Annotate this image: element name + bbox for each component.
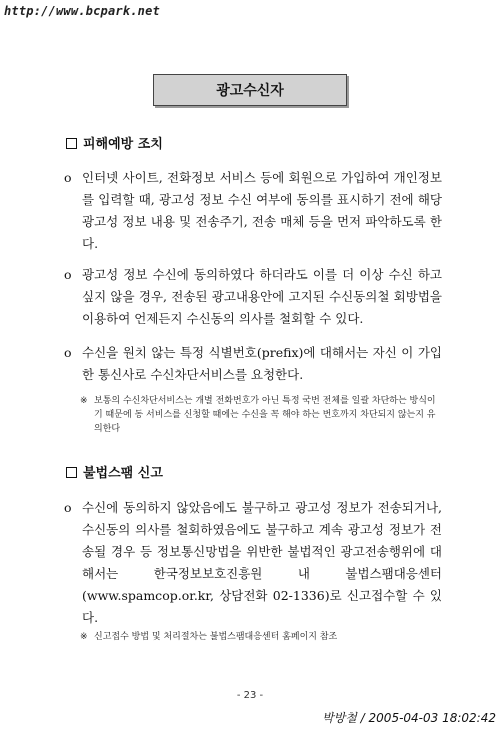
site-url: http://www.bcpark.net: [4, 4, 160, 18]
list-item-text: 인터넷 사이트, 전화정보 서비스 등에 회원으로 가입하여 개인정보를 입력할 때, 광고성 정보 수신 여부에 동의를 표시하기 전에 해당 광고성 정보 내용 및 전송주기, 전송 매체 등을 먼저 파악하도록 한다.: [82, 170, 442, 251]
note-marker: ※: [80, 396, 88, 406]
page-number: - 23 -: [236, 690, 264, 701]
section-heading-text: 피해예방 조치: [83, 137, 163, 152]
bullet-marker: o: [64, 170, 72, 185]
author-timestamp: 박방철 / 2005-04-03 18:02:42: [322, 711, 496, 725]
section-heading-spam-report: [66, 462, 163, 481]
note: [80, 394, 440, 436]
note-text: 보통의 수신차단서비스는 개별 전화번호가 아닌 특정 국번 전체를 일괄 차단하는 방식이기 때문에 동 서비스를 신청할 때에는 수신을 꼭 해야 하는 번호까지 차단되지 않는지 유의한다: [94, 396, 436, 434]
checkbox-square-icon: [66, 138, 77, 149]
list-item-text: 광고성 정보 수신에 동의하였다 하더라도 이를 더 이상 수신 하고 싶지 않을 경우, 전송된 광고내용안에 고지된 수신동의철 회방법을 이용하여 언제든지 수신동의 의사를 철회할 수 있다.: [82, 267, 442, 326]
list-item: [64, 497, 442, 629]
list-item: [64, 342, 442, 386]
bullet-marker: o: [64, 267, 72, 282]
section-heading-prevention: [66, 133, 163, 152]
list-item-text: 수신을 원치 않는 특정 식별번호(prefix)에 대해서는 자신 이 가입한 통신사로 수신차단서비스를 요청한다.: [82, 345, 442, 382]
note-marker: ※: [80, 632, 88, 642]
note: [80, 630, 440, 644]
list-item: [64, 167, 442, 255]
section-heading-text: 불법스팸 신고: [83, 466, 163, 481]
note-text: 신고접수 방법 및 처리절차는 불법스팸대응센터 홈페이지 참조: [94, 632, 338, 642]
page-title: 광고수신자: [153, 74, 347, 106]
list-item-text: 수신에 동의하지 않았음에도 불구하고 광고성 정보가 전송되거나, 수신동의 의사를 철회하였음에도 불구하고 계속 광고성 정보가 전송될 경우 등 정보통신망법을 위반한 불법적인 광고전송행위에 대해서는 한국정보보호진흥원 내 불법스팸대응센터(www.spamcop.or.kr, 상담전화 02-1336)로 신고접수할 수 있다.: [82, 500, 442, 625]
checkbox-square-icon: [66, 467, 77, 478]
bullet-marker: o: [64, 500, 72, 515]
bullet-marker: o: [64, 345, 72, 360]
list-item: [64, 264, 442, 330]
